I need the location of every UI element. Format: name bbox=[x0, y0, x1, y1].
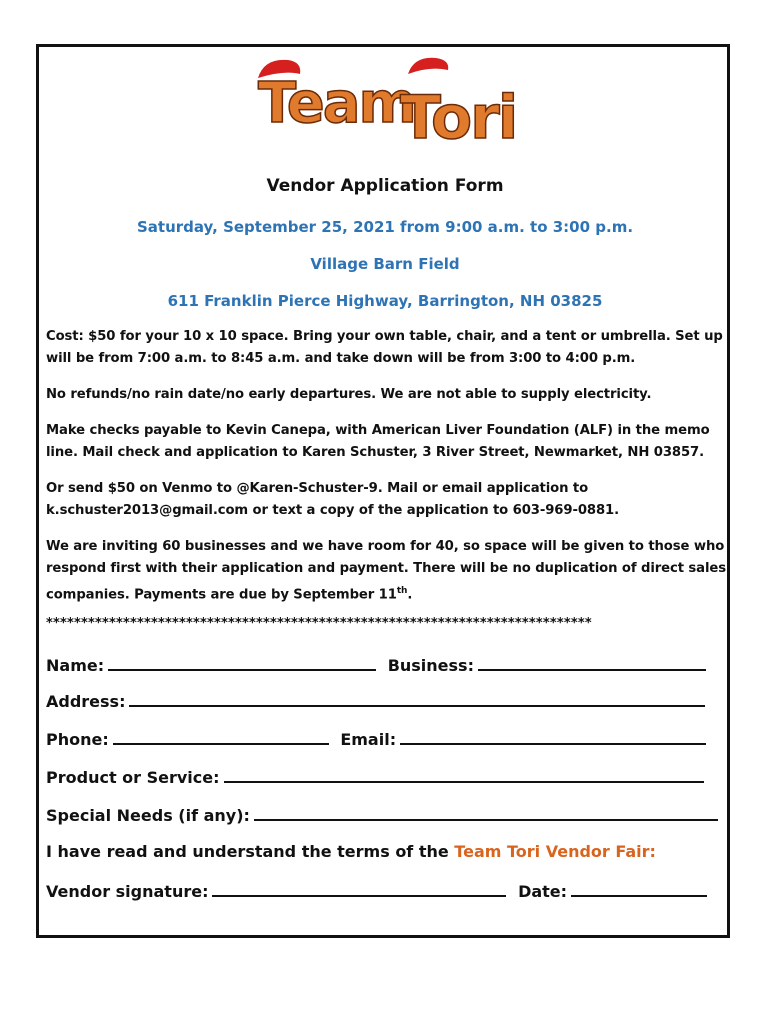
venmo-paragraph: Or send $50 on Venmo to @Karen-Schuster-9. Mail or email application to k.schuster2013@gmail.com or text a copy of the application to 603-969-0881. bbox=[46, 481, 620, 518]
name-label: Name: bbox=[46, 656, 105, 675]
form-title: Vendor Application Form bbox=[266, 176, 504, 196]
signature-label: Vendor signature: bbox=[46, 882, 209, 901]
separator-stars: ****************************************************************************** bbox=[46, 616, 592, 631]
date-field[interactable] bbox=[571, 880, 707, 897]
special-needs-row bbox=[46, 804, 716, 825]
refunds-paragraph: No refunds/no rain date/no early departures. We are not able to supply electricity. bbox=[46, 387, 652, 402]
business-field[interactable] bbox=[478, 654, 706, 671]
business-label: Business: bbox=[387, 656, 474, 675]
special-needs-label: Special Needs (if any): bbox=[46, 806, 250, 825]
inviting-paragraph: We are inviting 60 businesses and we have room for 40, so space will be given to those who respond first with their application and payment. There will be no duplication of direct sales companies. Payments are due by September 11th. bbox=[46, 539, 726, 603]
address-label: Address: bbox=[46, 692, 126, 711]
fair-name: Team Tori Vendor Fair: bbox=[454, 842, 656, 861]
svg-text:Team: Team bbox=[258, 71, 415, 136]
address-field[interactable] bbox=[129, 690, 705, 707]
event-venue: Village Barn Field bbox=[310, 255, 460, 273]
address-row bbox=[46, 690, 716, 711]
event-address: 611 Franklin Pierce Highway, Barrington, NH 03825 bbox=[167, 292, 603, 310]
svg-text:Tori: Tori bbox=[400, 83, 517, 142]
product-field[interactable] bbox=[224, 766, 704, 783]
team-tori-logo bbox=[250, 52, 530, 142]
checks-paragraph: Make checks payable to Kevin Canepa, with American Liver Foundation (ALF) in the memo line. Mail check and application to Karen Schuster, 3 River Street, Newmarket, NH 03857. bbox=[46, 423, 710, 460]
event-date: Saturday, September 25, 2021 from 9:00 a.m. to 3:00 p.m. bbox=[136, 218, 634, 236]
special-needs-field[interactable] bbox=[254, 804, 718, 821]
phone-email-row bbox=[46, 728, 716, 749]
phone-label: Phone: bbox=[46, 730, 109, 749]
signature-field[interactable] bbox=[212, 880, 506, 897]
email-label: Email: bbox=[340, 730, 397, 749]
signature-row bbox=[46, 880, 716, 901]
email-field[interactable] bbox=[400, 728, 706, 745]
product-label: Product or Service: bbox=[46, 768, 220, 787]
name-field[interactable] bbox=[108, 654, 376, 671]
cost-paragraph: Cost: $50 for your 10 x 10 space. Bring your own table, chair, and a tent or umbrella. Set up will be from 7:00 a.m. to 8:45 a.m. and take down will be from 3:00 to 4:00 p.m. bbox=[46, 329, 723, 366]
name-business-row bbox=[46, 654, 716, 675]
date-label: Date: bbox=[518, 882, 568, 901]
phone-field[interactable] bbox=[113, 728, 329, 745]
terms-statement: I have read and understand the terms of the Team Tori Vendor Fair: bbox=[46, 842, 656, 861]
product-row bbox=[46, 766, 716, 787]
